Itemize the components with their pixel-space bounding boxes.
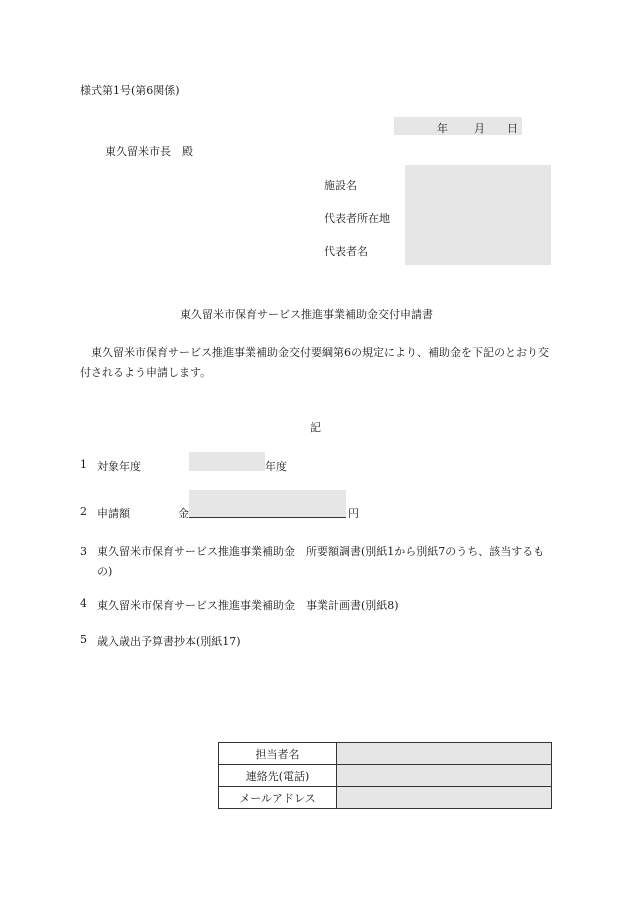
contact-email-input[interactable]	[337, 787, 552, 809]
item-2-suffix: 円	[348, 507, 359, 520]
contact-phone-label: 連絡先(電話)	[219, 765, 337, 787]
form-number: 様式第1号(第6関係)	[80, 84, 180, 97]
year-label: 年	[437, 122, 448, 135]
ki-heading: 記	[310, 421, 321, 434]
contact-row	[219, 765, 552, 787]
contact-row	[219, 787, 552, 809]
item-4-number: 4	[80, 597, 87, 610]
day-label: 日	[507, 122, 518, 135]
item-1-label: 対象年度	[97, 460, 141, 473]
item-1-number: 1	[80, 458, 87, 471]
target-year-input[interactable]	[189, 452, 265, 471]
month-label: 月	[474, 122, 485, 135]
item-2-prefix: 金	[178, 507, 189, 520]
representative-address-label: 代表者所在地	[324, 212, 390, 225]
item-5-number: 5	[80, 633, 87, 646]
item-2-number: 2	[80, 505, 87, 518]
item-5-text: 歳入歳出予算書抄本(別紙17)	[97, 635, 241, 648]
document-title: 東久留米市保育サービス推進事業補助金交付申請書	[180, 308, 433, 321]
contact-table	[218, 742, 552, 809]
applicant-info-field[interactable]	[405, 165, 551, 265]
contact-phone-input[interactable]	[337, 765, 552, 787]
item-3-text: 東久留米市保育サービス推進事業補助金 所要額調書(別紙1から別紙7のうち、該当するもの)	[97, 545, 545, 578]
item-2-label: 申請額	[97, 507, 130, 520]
facility-name-label: 施設名	[324, 179, 357, 192]
body-paragraph: 東久留米市保育サービス推進事業補助金交付要綱第6の規定により、補助金を下記のとおり交付されるよう申請します。	[80, 346, 549, 379]
contact-person-label: 担当者名	[219, 743, 337, 765]
contact-person-input[interactable]	[337, 743, 552, 765]
item-1-suffix: 年度	[265, 460, 287, 473]
contact-row	[219, 743, 552, 765]
application-amount-input[interactable]	[189, 490, 346, 518]
date-field[interactable]	[394, 117, 522, 135]
item-3	[80, 542, 555, 582]
contact-email-label: メールアドレス	[219, 787, 337, 809]
item-4-text: 東久留米市保育サービス推進事業補助金 事業計画書(別紙8)	[97, 599, 399, 612]
item-3-number: 3	[80, 545, 87, 558]
representative-name-label: 代表者名	[324, 245, 368, 258]
addressee: 東久留米市長 殿	[105, 145, 193, 158]
